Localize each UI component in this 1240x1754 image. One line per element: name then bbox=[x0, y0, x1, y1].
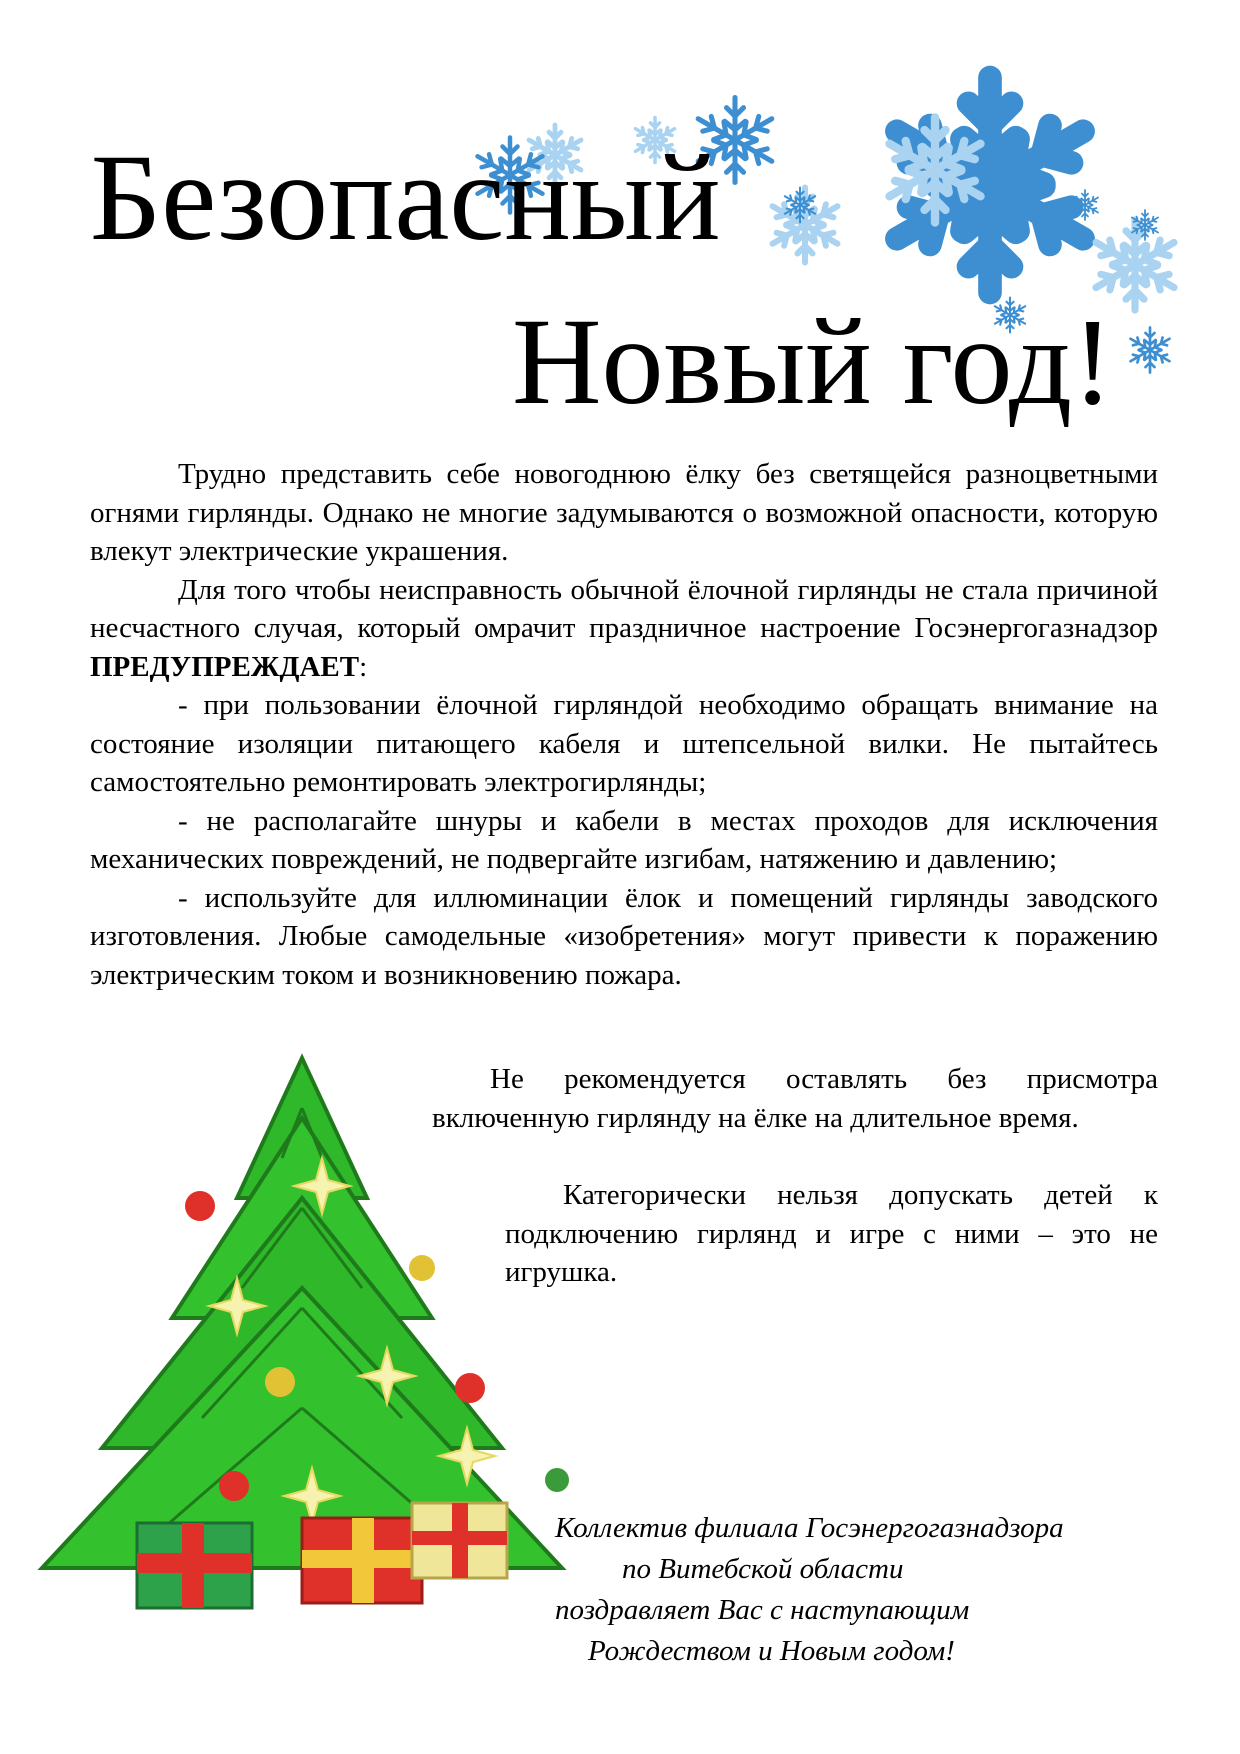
warning-emphasis: ПРЕДУПРЕЖДАЕТ bbox=[90, 650, 360, 683]
side-note-text: Категорически нельзя допускать детей к подключению гирлянд и игре с ними – это не игрушка. bbox=[505, 1179, 1158, 1288]
side-note-children bbox=[505, 1176, 1158, 1292]
signature-line: по Витебской области bbox=[622, 1553, 904, 1585]
bullet-item: - не располагайте шнуры и кабели в местах проходов для исключения механических повреждений, не подвергайте изгибам, натяжению и давлению; bbox=[90, 804, 1158, 875]
title-line-2: Новый год! bbox=[512, 293, 1114, 430]
intro-paragraph: Трудно представить себе новогоднюю ёлку без светящейся разноцветными огнями гирлянды. Однако не многие задумываются о возможной опасности, которую влекут электрические украшения. bbox=[90, 458, 1158, 567]
main-text bbox=[90, 455, 1158, 994]
gift-box-green-icon bbox=[137, 1523, 252, 1608]
bullet-item: - используйте для иллюминации ёлок и помещений гирлянды заводского изготовления. Любые самодельные «изобретения» могут привести к поражению электрическим током и возникновению пожара. bbox=[90, 881, 1158, 991]
warning-text-before: Для того чтобы неисправность обычной ёлочной гирлянды не стала причиной несчастного случая, который омрачит праздничное настроение Госэнергогазнадзор bbox=[90, 573, 1158, 644]
signature-line: поздравляет Вас с наступающим bbox=[555, 1594, 970, 1626]
bullet-item: - при пользовании ёлочной гирляндой необходимо обращать внимание на состояние изоляции питающего кабеля и штепсельной вилки. Не пытайтесь самостоятельно ремонтировать электрогирлянды; bbox=[90, 689, 1158, 798]
title-line-1: Безопасный bbox=[90, 129, 721, 266]
side-note-text: Не рекомендуется оставлять без присмотра включенную гирлянду на ёлке на длительное время. bbox=[432, 1063, 1158, 1134]
snowflake-small-icon bbox=[1131, 328, 1170, 373]
signature-line: Коллектив филиала Госэнергогазнадзора bbox=[555, 1512, 1064, 1544]
gift-box-yellow-icon bbox=[412, 1503, 507, 1578]
gift-box-red-icon bbox=[302, 1518, 422, 1603]
warning-paragraph bbox=[90, 571, 1158, 687]
side-note-unattended bbox=[432, 1060, 1158, 1137]
warning-text-after: : bbox=[359, 650, 368, 683]
signature-line: Рождеством и Новым годом! bbox=[588, 1635, 955, 1667]
signature-block bbox=[555, 1508, 1155, 1672]
